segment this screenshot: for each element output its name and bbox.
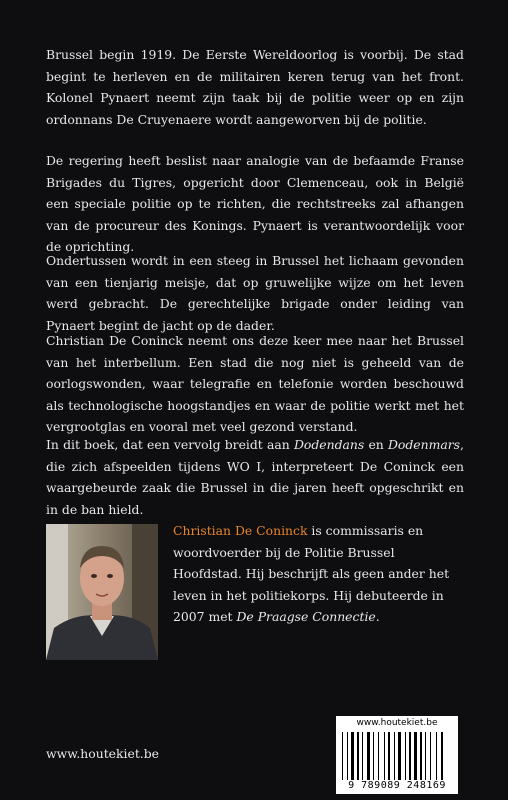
barcode-label [336,716,458,794]
blurb-paragraph-3: Ondertussen wordt in een steeg in Brussel het lichaam gevonden van een tienjarig meisje, dat op gruwelijke wijze om het leven werd gebracht. De gerechtelijke brigade onder leiding van Pynaert begint de jacht op de dader. [46,253,464,333]
bio-text: is commissaris en woordvoerder bij de Politie Brussel Hoofdstad. Hij beschrijft als geen ander het leven in het politiekorps. Hij debuteerde in 2007 met [173,523,450,624]
barcode-url: www.houtekiet.be [356,718,438,728]
bio-end: . [375,609,380,624]
author-photo [46,524,158,660]
isbn-digits: 9 789089 248169 [348,780,446,791]
p5-text-b: en [364,437,388,452]
blurb-paragraph-4: Christian De Coninck neemt ons deze keer mee naar het Brussel van het interbellum. Een stad die nog niet is geheeld van de oorlogswonden, waar telegrafie en telefonie worden beschouwd als technologische hoogstandjes en waar de politie werkt met het vergrootglas en vooral met veel gezond verstand. [46,333,464,434]
author-name: Christian De Coninck [173,523,308,538]
title-dodendans: Dodendans [293,437,365,452]
barcode-icon [342,732,452,780]
p5-text-c: , die zich afspeelden tijdens WO I, interpreteert De Coninck een waargebeurde zaak die Brussel in die jaren heeft opgeschrikt en in de ban hield. [46,437,464,517]
blurb-paragraph-1: Brussel begin 1919. De Eerste Wereldoorlog is voorbij. De stad begint te herleven en de militairen keren terug van het front. Kolonel Pynaert neemt zijn taak bij de politie weer op en zijn ordonnans De Cruyenaere wordt aangeworven bij de politie. [46,47,464,127]
blurb-paragraph-5 [46,434,464,520]
title-dodenmars: Dodenmars [387,437,461,452]
publisher-website: www.houtekiet.be [46,746,160,761]
blurb-paragraph-2: De regering heeft beslist naar analogie van de befaamde Franse Brigades du Tigres, opgericht door Clemenceau, ook in België een speciale politie op te richten, die rechtstreeks zal afhangen van de procureur des Konings. Pynaert is verantwoordelijk voor de oprichting. [46,153,464,254]
p5-text-a: In dit boek, dat een vervolg breidt aan [46,437,294,452]
book-title: De Praagse Connectie [236,609,376,624]
author-bio [173,520,465,628]
